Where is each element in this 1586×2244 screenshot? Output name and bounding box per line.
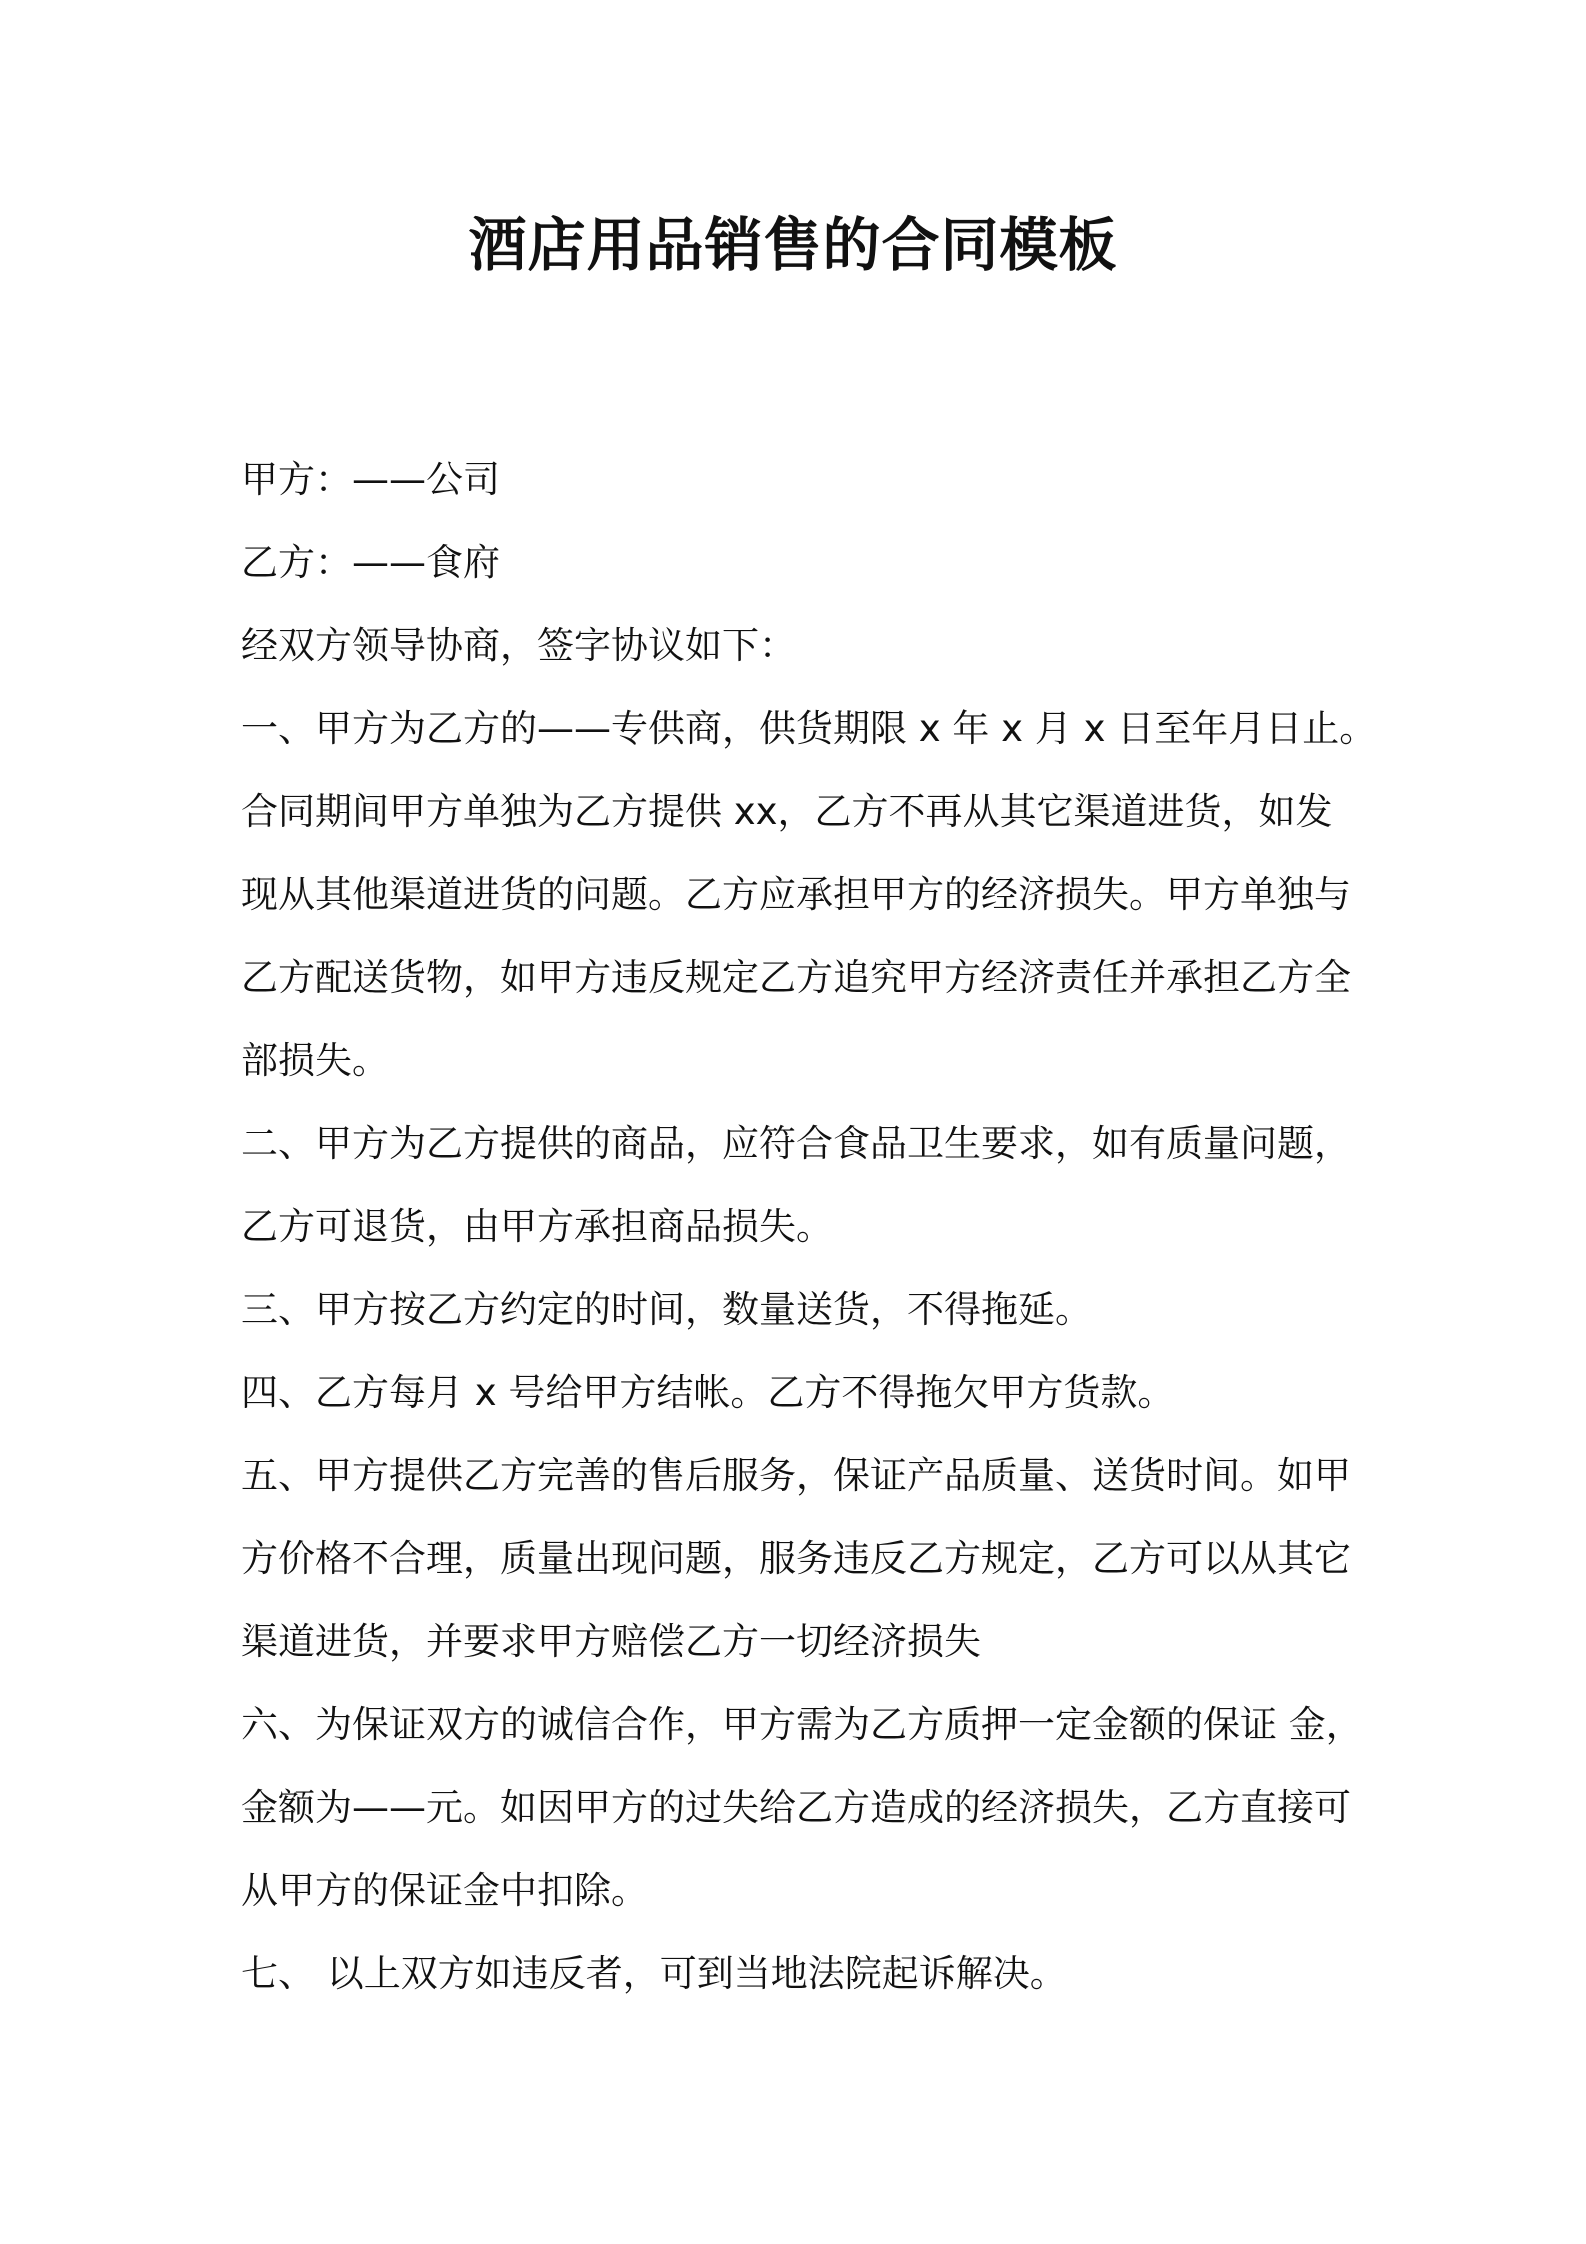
clause-2-line-1: 二、甲方为乙方提供的商品，应符合食品卫生要求，如有质量问题， (241, 1122, 1351, 1165)
clause-1-line-4: 乙方配送货物，如甲方违反规定乙方追究甲方经济责任并承担乙方全 (241, 956, 1351, 999)
party-b-line: 乙方：——食府 (241, 541, 500, 584)
clause-7-line: 七、 以上双方如违反者，可到当地法院起诉解决。 (241, 1952, 1067, 1995)
clause-3-line: 三、甲方按乙方约定的时间，数量送货，不得拖延。 (241, 1288, 1092, 1331)
clause-6-line-2: 金额为——元。如因甲方的过失给乙方造成的经济损失，乙方直接可 (241, 1786, 1351, 1829)
document-title: 酒店用品销售的合同模板 (468, 211, 1118, 279)
clause-4-line: 四、乙方每月 x 号给甲方结帐。乙方不得拖欠甲方货款。 (241, 1371, 1175, 1414)
agreement-intro-line: 经双方领导协商，签字协议如下： (241, 624, 796, 667)
clause-5-line-2: 方价格不合理，质量出现问题，服务违反乙方规定，乙方可以从其它 (241, 1537, 1351, 1580)
clause-6-line-1: 六、为保证双方的诚信合作，甲方需为乙方质押一定金额的保证 金， (241, 1703, 1363, 1746)
clause-1-line-2: 合同期间甲方单独为乙方提供 xx，乙方不再从其它渠道进货，如发 (241, 790, 1333, 833)
clause-2-line-2: 乙方可退货，由甲方承担商品损失。 (241, 1205, 833, 1248)
clause-1-line-3: 现从其他渠道进货的问题。乙方应承担甲方的经济损失。甲方单独与 (241, 873, 1351, 916)
clause-5-line-1: 五、甲方提供乙方完善的售后服务，保证产品质量、送货时间。如甲 (241, 1454, 1351, 1497)
party-a-line: 甲方：——公司 (241, 458, 500, 501)
clause-5-line-3: 渠道进货，并要求甲方赔偿乙方一切经济损失 (241, 1620, 981, 1663)
clause-1-line-5: 部损失。 (241, 1039, 389, 1082)
clause-6-line-3: 从甲方的保证金中扣除。 (241, 1869, 648, 1912)
clause-1-line-1: 一、甲方为乙方的——专供商，供货期限 x 年 x 月 x 日至年月日止。 (241, 707, 1377, 750)
